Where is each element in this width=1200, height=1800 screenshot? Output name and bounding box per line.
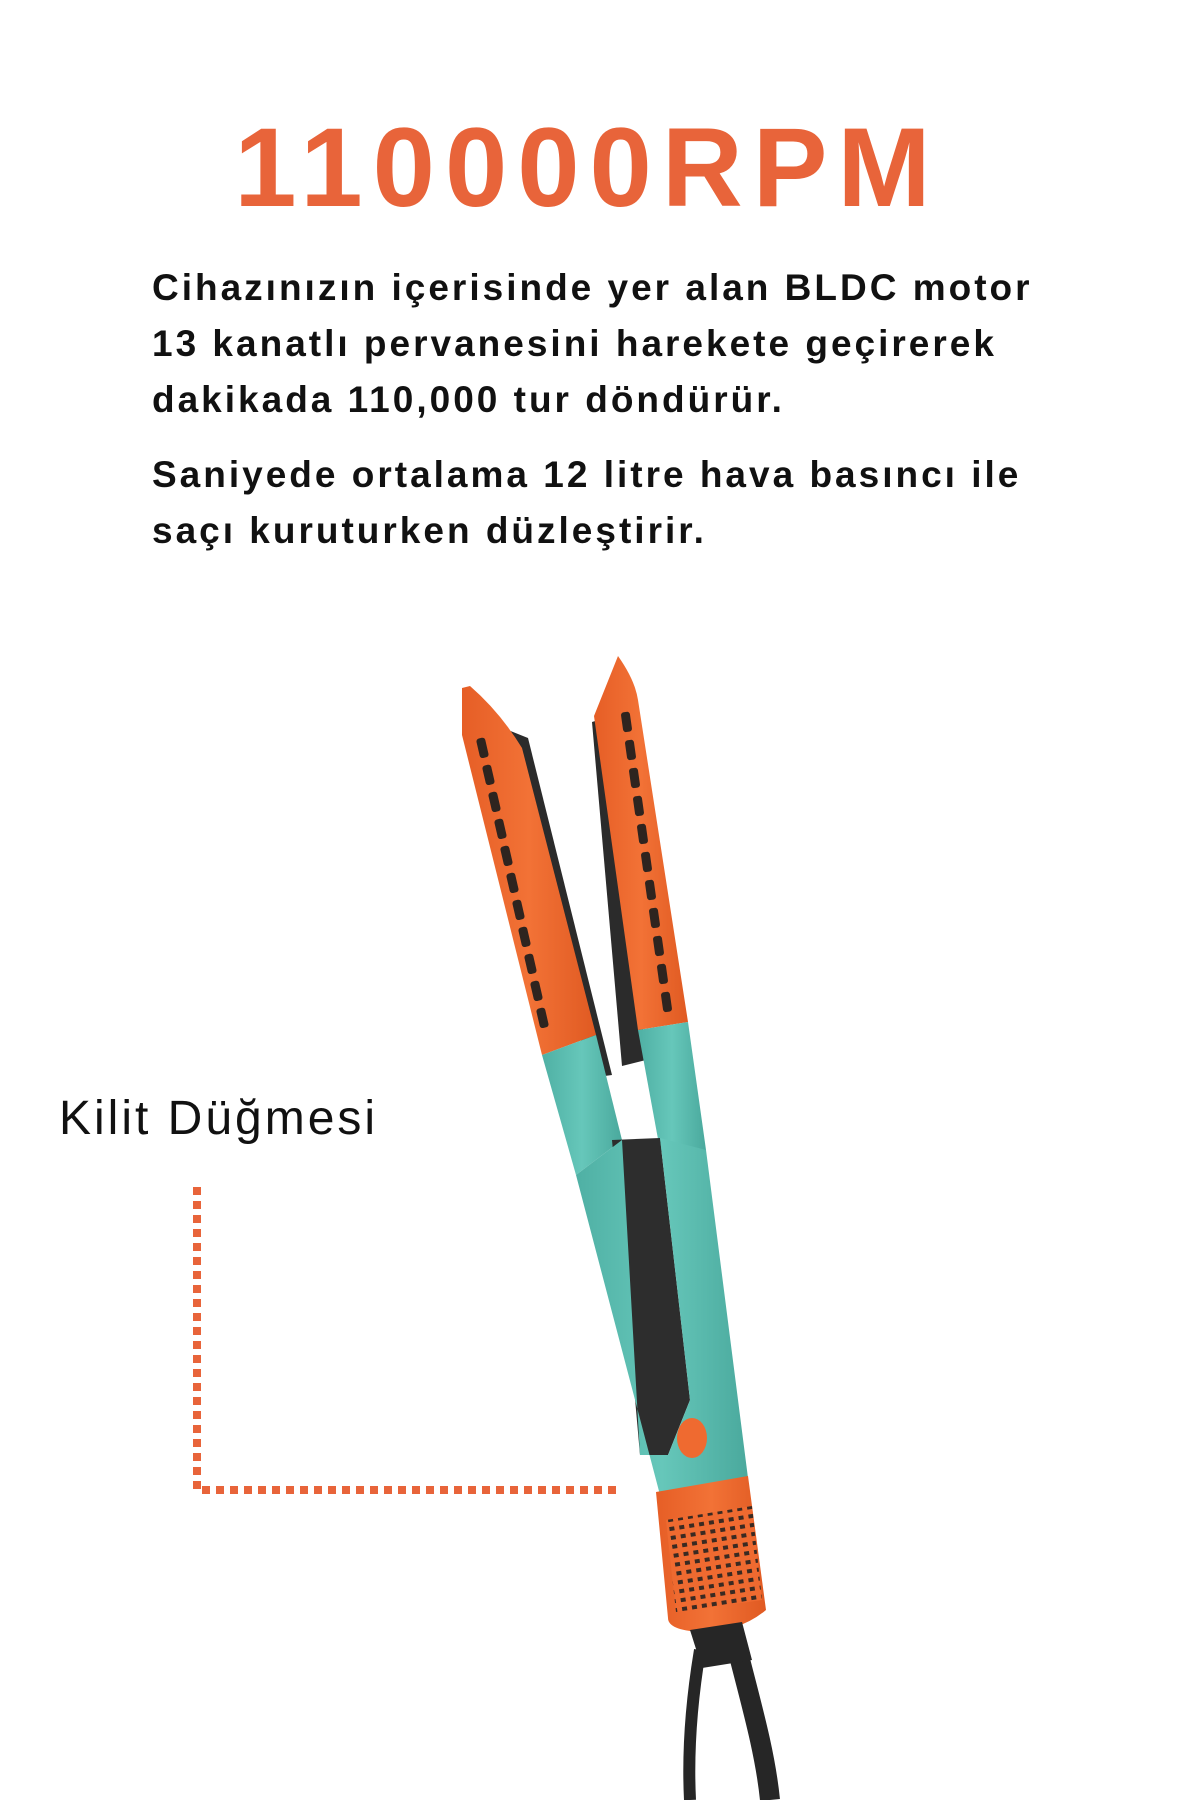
lock-button [677, 1418, 707, 1458]
description-paragraph-1: Cihazınızın içerisinde yer alan BLDC motor 13 kanatlı pervanesini harekete geçirerek dakikada 110,000 tur döndürür. [152, 267, 1033, 420]
callout-label-lock-button: Kilit Düğmesi [59, 1092, 379, 1145]
headline-rpm: 110000RPM [234, 105, 941, 230]
description-paragraph-2: Saniyede ortalama 12 litre hava basıncı ile saçı kuruturken düzleştirir. [152, 454, 1022, 551]
